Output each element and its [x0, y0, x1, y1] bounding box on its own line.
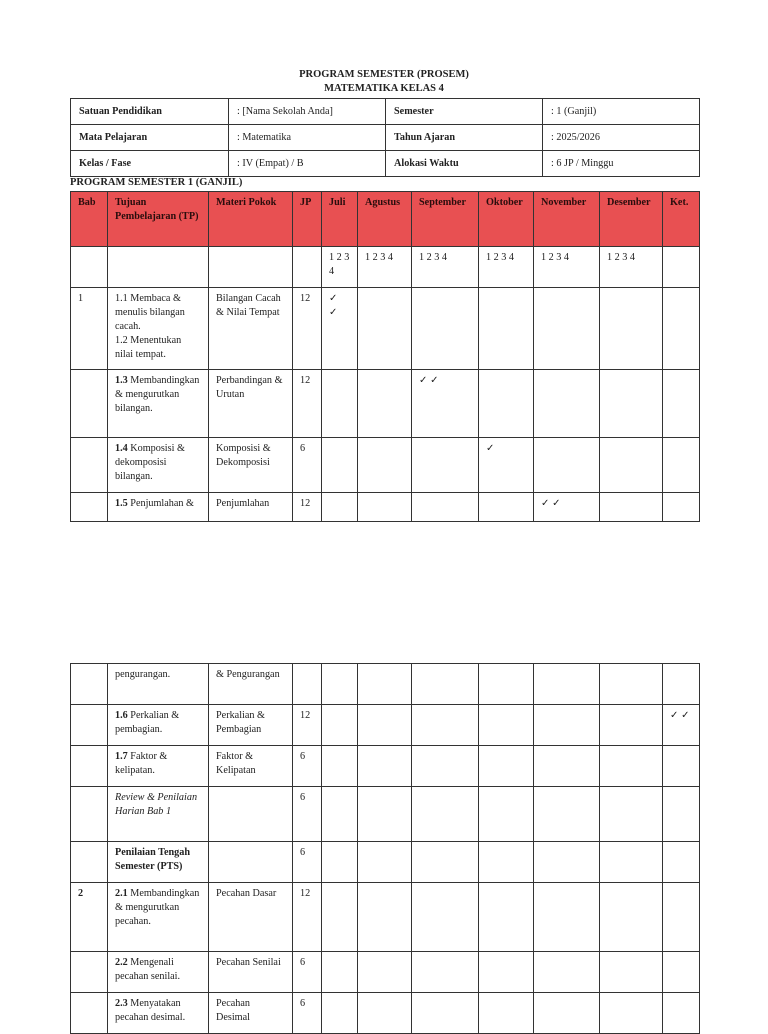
header-bab: Bab	[71, 192, 108, 247]
info-label: Alokasi Waktu	[386, 151, 543, 177]
bab-number: 1	[71, 288, 108, 370]
info-label: Tahun Ajaran	[386, 125, 543, 151]
tp-text: Penjumlahan &	[130, 498, 194, 509]
info-value: : IV (Empat) / B	[229, 151, 386, 177]
tp-number: 1.3	[115, 375, 128, 386]
table-row	[71, 993, 700, 1034]
header-agustus: Agustus	[358, 192, 412, 247]
jp-cell: 12	[293, 288, 322, 370]
table-row	[71, 370, 700, 438]
tp-text: Membandingkan & mengurutkan pecahan.	[115, 888, 200, 927]
jp-cell: 12	[293, 883, 322, 952]
week-numbers: 1 2 3 4	[322, 247, 358, 288]
materi-cell: & Pengurangan	[209, 664, 293, 705]
check-mark: ✓	[329, 307, 338, 318]
header-september: September	[412, 192, 479, 247]
tp-cell	[108, 883, 209, 952]
tp-cell	[108, 746, 209, 787]
tp-cell	[108, 438, 209, 493]
semester-heading: PROGRAM SEMESTER 1 (GANJIL)	[70, 177, 243, 188]
bab-number: 2	[71, 883, 108, 952]
header-november: November	[534, 192, 600, 247]
check-mark: ✓	[479, 438, 534, 493]
info-table	[70, 98, 700, 177]
tp-number: 2.2	[115, 957, 128, 968]
info-value: : [Nama Sekolah Anda]	[229, 99, 386, 125]
tp-number: 2.1	[115, 888, 128, 899]
tp-text: Review & Penilaian Harian Bab 1	[108, 787, 209, 842]
header-materi: Materi Pokok	[209, 192, 293, 247]
table-row	[71, 438, 700, 493]
tp-text: 1.2 Menentukan nilai tempat.	[115, 335, 182, 360]
tp-text: Perkalian & pembagian.	[115, 710, 180, 735]
table-row	[71, 746, 700, 787]
tp-cell	[108, 705, 209, 746]
jp-cell: 6	[293, 746, 322, 787]
header-juli: Juli	[322, 192, 358, 247]
jp-cell: 6	[293, 952, 322, 993]
materi-cell: Bilangan Cacah & Nilai Tempat	[209, 288, 293, 370]
tp-text: Faktor & kelipatan.	[115, 751, 168, 776]
check-mark: ✓ ✓	[534, 493, 600, 522]
info-value: : 1 (Ganjil)	[543, 99, 700, 125]
tp-cell	[108, 493, 209, 522]
header-desember: Desember	[600, 192, 663, 247]
header-jp: JP	[293, 192, 322, 247]
schedule-table-page2	[70, 663, 700, 1034]
tp-text: Penilaian Tengah Semester (PTS)	[108, 842, 209, 883]
tp-number: 1.7	[115, 751, 128, 762]
info-label: Semester	[386, 99, 543, 125]
week-numbers: 1 2 3 4	[600, 247, 663, 288]
week-numbers: 1 2 3 4	[479, 247, 534, 288]
info-value: : Matematika	[229, 125, 386, 151]
jp-cell: 6	[293, 438, 322, 493]
check-mark: ✓	[329, 293, 338, 304]
tp-text: Membandingkan & mengurutkan bilangan.	[115, 375, 200, 414]
week-numbers: 1 2 3 4	[358, 247, 412, 288]
materi-cell: Faktor & Kelipatan	[209, 746, 293, 787]
tp-text: 1.1 Membaca & menulis bilangan cacah.	[115, 293, 185, 332]
check-cell	[322, 288, 358, 370]
week-row	[71, 247, 700, 288]
check-mark: ✓ ✓	[412, 370, 479, 438]
materi-cell: Pecahan Dasar	[209, 883, 293, 952]
tp-number: 1.5	[115, 498, 128, 509]
info-value: : 2025/2026	[543, 125, 700, 151]
materi-cell: Pecahan Desimal	[209, 993, 293, 1034]
tp-number: 1.4	[115, 443, 128, 454]
jp-cell: 6	[293, 842, 322, 883]
week-numbers: 1 2 3 4	[412, 247, 479, 288]
check-mark: ✓ ✓	[663, 705, 700, 746]
info-label: Kelas / Fase	[71, 151, 229, 177]
info-label: Satuan Pendidikan	[71, 99, 229, 125]
info-value: : 6 JP / Minggu	[543, 151, 700, 177]
table-row	[71, 664, 700, 705]
jp-cell: 6	[293, 787, 322, 842]
tp-number: 1.6	[115, 710, 128, 721]
header-ket: Ket.	[663, 192, 700, 247]
tp-cell	[108, 952, 209, 993]
tp-cell	[108, 288, 209, 370]
tp-number: 2.3	[115, 998, 128, 1009]
schedule-table-page1	[70, 191, 700, 522]
header-oktober: Oktober	[479, 192, 534, 247]
materi-cell: Penjumlahan	[209, 493, 293, 522]
tp-text: Mengenali pecahan senilai.	[115, 957, 181, 982]
table-row	[71, 842, 700, 883]
table-row	[71, 883, 700, 952]
tp-cell	[108, 993, 209, 1034]
week-numbers: 1 2 3 4	[534, 247, 600, 288]
table-row	[71, 952, 700, 993]
materi-cell: Pecahan Senilai	[209, 952, 293, 993]
document-subtitle: MATEMATIKA KELAS 4	[324, 83, 444, 94]
header-tp: Tujuan Pembelajaran (TP)	[108, 192, 209, 247]
info-label: Mata Pelajaran	[71, 125, 229, 151]
table-row	[71, 493, 700, 522]
materi-cell: Perkalian & Pembagian	[209, 705, 293, 746]
tp-cell	[108, 370, 209, 438]
jp-cell: 12	[293, 705, 322, 746]
table-row	[71, 288, 700, 370]
jp-cell: 12	[293, 493, 322, 522]
jp-cell: 12	[293, 370, 322, 438]
jp-cell: 6	[293, 993, 322, 1034]
document-title: PROGRAM SEMESTER (PROSEM)	[299, 69, 469, 80]
table-row	[71, 787, 700, 842]
materi-cell: Perbandingan & Urutan	[209, 370, 293, 438]
tp-text: Menyatakan pecahan desimal.	[115, 998, 186, 1023]
tp-text: pengurangan.	[108, 664, 209, 705]
table-row	[71, 705, 700, 746]
materi-cell: Komposisi & Dekomposisi	[209, 438, 293, 493]
tp-text: Komposisi & dekomposisi bilangan.	[115, 443, 185, 482]
